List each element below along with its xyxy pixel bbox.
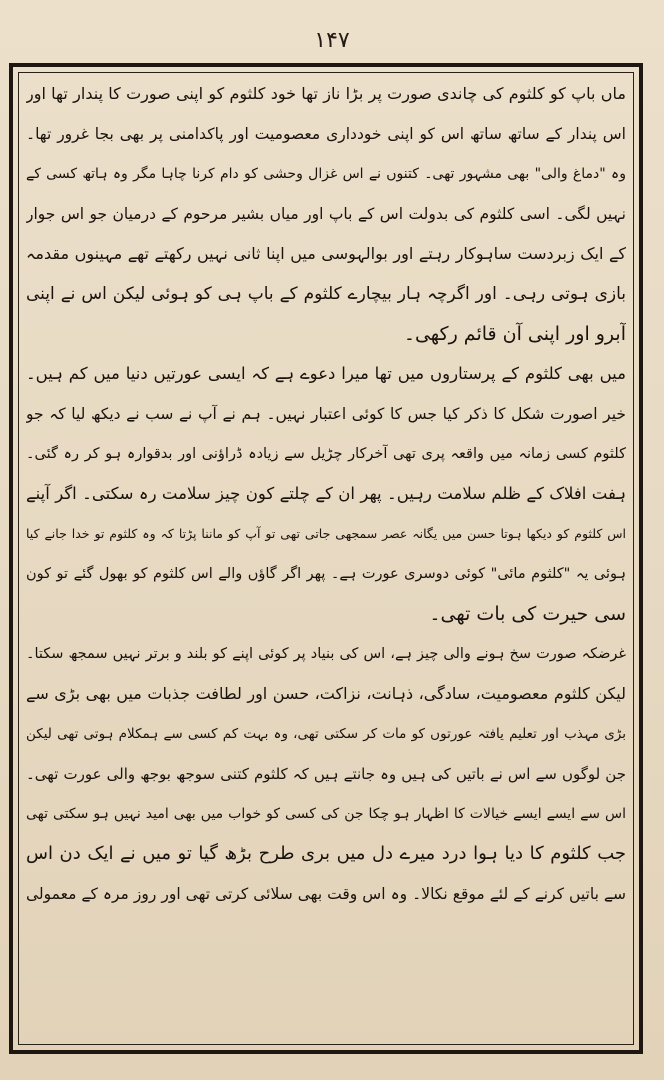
page-number: ۱۴۷ [314, 28, 350, 53]
text-line-5: کے ایک زبردست ساہوکار رہتے اور بوالہوسی میں اپنا ثانی نہیں رکھتے تھے مہینوں مقدمہ [26, 244, 626, 263]
text-body [26, 74, 626, 914]
text-line-3: وہ "دماغ والی" بھی مشہور تھی۔ کتنوں نے اس غزال وحشی کو دام کرنا چاہا مگر وہ ہاتھ کسی کے [26, 166, 626, 182]
text-line-7: آبرو اور اپنی آن قائم رکھی۔ [403, 323, 626, 345]
text-line-21: سے باتیں کرنے کے لئے موقع نکالا۔ وہ اس وقت بھی سلائی کرتی تھی اور روز مرہ کے معمولی [26, 885, 626, 903]
text-line-14: سی حیرت کی بات تھی۔ [429, 603, 626, 625]
text-line-1: ماں باپ کو کلثوم کی چاندی صورت پر بڑا ناز تھا خود کلثوم کو اپنی صورت کا پندار تھا اور [26, 84, 626, 103]
text-line-10: کلثوم کسی زمانہ میں واقعہ پری تھی آخرکار چڑیل سے زیادہ ڈراؤنی اور بدقوارہ ہو کر رہ گئی۔ [26, 446, 626, 462]
text-line-20: جب کلثوم کا دیا ہوا درد میرے دل میں بری طرح بڑھ گیا تو میں نے ایک دن اس [26, 843, 626, 864]
text-line-9: خیر اصورت شکل کا ذکر کیا جس کا کوئی اعتبار نہیں۔ ہم نے آپ نے سب نے دیکھ لیا کہ جو [26, 405, 626, 423]
text-line-15: غرضکہ صورت سخ ہونے والی چیز ہے، اس کی بنیاد پر کوئی اپنے کو بلند و برتر نہیں سمجھ سکتا۔ [26, 646, 626, 662]
text-line-19: اس سے ایسے ایسے خیالات کا اظہار ہو چکا جن کی کسی کو خواب میں بھی امید نہیں ہو سکتی تھی [26, 806, 626, 822]
text-line-12: اس کلثوم کو دیکھا ہوتا حسن میں یگانہ عصر سمجھی جاتی تھی تو آپ کو ماننا پڑتا کہ وہ کلثوم تو خدا جانے کیا [26, 526, 626, 541]
text-line-18: جن لوگوں سے اس نے باتیں کی ہیں وہ جانتے ہیں کہ کلثوم کتنی سوجھ بوجھ والی عورت تھی۔ [26, 765, 626, 783]
text-line-8: میں بھی کلثوم کے پرستاروں میں تھا میرا دعوے ہے کہ ایسی عورتیں دنیا میں کم ہیں۔ [26, 364, 626, 383]
text-line-4: نہیں لگی۔ اسی کلثوم کی بدولت اس کے باپ اور میاں بشیر مرحوم کے درمیان جو اس جوار [26, 205, 626, 223]
text-line-17: بڑی مہذب اور تعلیم یافتہ عورتوں کو مات کر سکتی تھی، وہ بہت کم کسی سے ہمکلام ہوتی تھی لیکن [26, 726, 626, 742]
text-line-13: ہوئی یہ "کلثوم مائی" کوئی دوسری عورت ہے۔ پھر اگر گاؤں والے اس کلثوم کو بھول گئے تو کون [26, 566, 626, 582]
text-line-2: اس پندار کے ساتھ ساتھ اس کو اپنی خودداری معصومیت اور پاکدامنی پر بھی بجا غرور تھا۔ [26, 125, 626, 143]
text-line-16: لیکن کلثوم معصومیت، سادگی، ذہانت، نزاکت، حسن اور لطافت جذبات میں بھی بڑی سے [26, 684, 626, 703]
text-line-11: ہفت افلاک کے ظلم سلامت رہیں۔ پھر ان کے چلتے کون چیز سلامت رہ سکتی۔ اگر آپنے [26, 484, 626, 503]
text-line-6: بازی ہوتی رہی۔ اور اگرچہ ہار بیچارے کلثوم کے باپ ہی کو ہوئی لیکن اس نے اپنی [26, 284, 626, 304]
